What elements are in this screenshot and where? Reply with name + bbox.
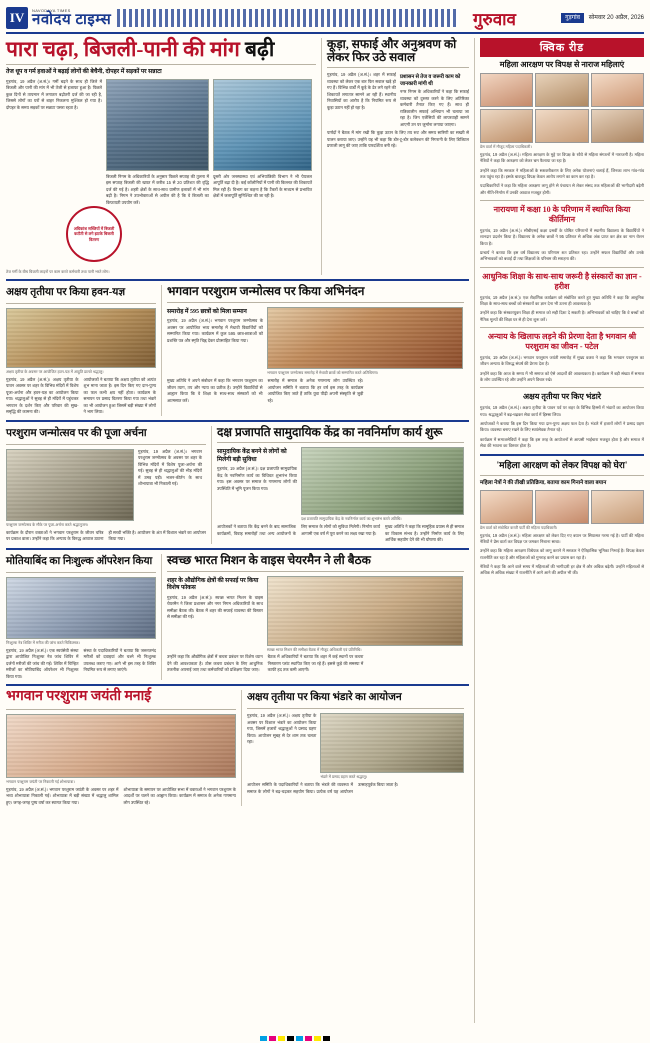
edition-brand: गुरुवाव xyxy=(472,9,516,29)
quick-read-lead-body-3: पदाधिकारियों ने कहा कि महिला आरक्षण लागू होने से पंचायत से लेकर संसद तक महिलाओं की भागीदारी बढ़ेगी और नीति-निर्माण में उनकी आवाज मजबूत होगी। xyxy=(480,183,644,195)
motiyabind-photo xyxy=(6,577,156,639)
akshay-body-1: गुड़गांव, 19 अप्रैल (अ.सं.)। अक्षय तृतीया के पावन अवसर पर शहर के विभिन्न मंदिरों में विशेष पूजा-अर्चना और हवन-यज्ञ का आयोजन किया गया। श्रद्धालुओं ने सुबह से ही मंदिरों में पहुंचकर भगवान के दर्शन किए और परिवार की सुख-समृद्धि की कामना की। xyxy=(6,376,79,415)
mahila-body-2: उन्होंने कहा कि महिला आरक्षण विधेयक को लागू कराने में सरकार ने ऐतिहासिक भूमिका निभाई है। विपक्ष केवल राजनीति कर रहा है और महिलाओं को गुमराह करने का प्रयास कर रहा है। xyxy=(480,548,644,560)
quick-read-lead-body-1: गुड़गांव, 19 अप्रैल (अ.सं.)। महिला आरक्षण के मुद्दे पर विपक्ष के रवैये से महिला संगठनों में नाराजगी है। महिला नेत्रियों ने कहा कि आरक्षण को लेकर भ्रम फैलाया जा रहा है। xyxy=(480,151,644,164)
swachh-body-1: गुड़गांव, 19 अप्रैल (अ.सं.)। स्वच्छ भारत मिशन के वाइस चेयरमैन ने जिला प्रशासन और नगर निगम अधिकारियों के साथ समीक्षा बैठक की। बैठक में शहर की सफाई व्यवस्था की विस्तार से समीक्षा की गई। xyxy=(167,594,263,619)
publication-logo: IV xyxy=(6,7,28,29)
daksh-subhead: सामुदायिक केंद्र बनने से लोगों को मिलेगी बड़ी सुविधा xyxy=(217,449,287,463)
swachh-caption: स्वच्छ भारत मिशन की समीक्षा बैठक में मौजूद अधिकारी एवं प्रतिनिधि। xyxy=(267,647,362,652)
lead-caption: तेज गर्मी के बीच बिजली लाइनों पर काम करते कर्मचारी तथा पानी भरते लोग। xyxy=(6,270,110,275)
jayanti-headline: भगवान परशुराम जयंती मनाई xyxy=(6,689,152,705)
story-parshuram-abhinandan xyxy=(161,285,464,416)
jayanti-body-2: शोभायात्रा के समापन पर आयोजित सभा में वक्ताओं ने भगवान परशुराम के आदर्शों पर चलने का आह्वान किया। कार्यक्रम में समाज के अनेक गणमान्य लोग उपस्थित रहे। xyxy=(123,786,236,805)
publication-kicker: NAVODAYA TIMES xyxy=(32,8,71,13)
mahila-caption: प्रेस वार्ता को संबोधित करतीं पार्टी की महिला पदाधिकारी। xyxy=(480,525,558,530)
quick-read-lead-caption: प्रेस वार्ता में मौजूद महिला पदाधिकारी। xyxy=(480,145,532,149)
daksh-body-1: गुड़गांव, 19 अप्रैल (अ.सं.)। दक्ष प्रजापति सामुदायिक केंद्र के नवनिर्माण कार्य का विधिवत शुभारंभ किया गया। इस अवसर पर समाज के गणमान्य लोगों की उपस्थिति में भूमि पूजन किया गया। xyxy=(217,466,297,491)
story-parshuram-pooja xyxy=(6,426,206,544)
lead-col-3: दूसरी ओर जनस्वास्थ्य एवं अभियांत्रिकी विभाग ने भी पेयजल आपूर्ति बढ़ा दी है। कई कॉलोनियों में पानी की किल्लत की शिकायतें मिल रही हैं। विभाग का कहना है कि टैंकरों के माध्यम से प्रभावित क्षेत्रों में जलापूर्ति सुनिश्चित की जा रही है। xyxy=(213,173,312,199)
quick-read-item-1-body-2: प्राचार्य ने बताया कि इस वर्ष विद्यालय का परिणाम शत प्रतिशत रहा। उन्होंने सफल विद्यार्थियों और उनके अभिभावकों को बधाई दी तथा शिक्षकों के परिश्रम की सराहना की। xyxy=(480,250,644,262)
abhinandan-caption: भगवान परशुराम जन्मोत्सव समारोह में मेधावी छात्रों को सम्मानित करते अतिथिगण। xyxy=(267,370,379,375)
quick-read-item-2-head: आधुनिक शिक्षा के साथ-साथ जरूरी है संस्कारों का ज्ञान - हरीश xyxy=(482,271,642,291)
abhinandan-headline: भगवान परशुराम जन्मोत्सव पर किया अभिनंदन xyxy=(167,283,365,298)
dateline xyxy=(524,13,644,23)
lead-photo-pylon xyxy=(106,79,209,171)
akshay-photo xyxy=(6,308,156,368)
kuda-subhead: प्रशासन से तेज व जरूरी काम को जानकारी मांगी थी xyxy=(400,74,461,87)
daksh-headline: दक्ष प्रजापति सामुदायिक केंद्र का नवनिर्माण कार्य शुरू xyxy=(217,424,443,439)
quick-read-lead-head: महिला आरक्षण पर विपक्ष से नाराज महिलाएं xyxy=(499,60,625,69)
swachh-headline: स्वच्छ भारत मिशन के वाइस चेयरमैन ने ली बैठक xyxy=(167,552,371,567)
jayanti-body-1: गुड़गांव, 19 अप्रैल (अ.सं.)। भगवान परशुराम जयंती के अवसर पर शहर में भव्य शोभायात्रा निकाली गई। शोभायात्रा में बड़ी संख्या में श्रद्धालु शामिल हुए। जगह-जगह पुष्प वर्षा कर स्वागत किया गया। xyxy=(6,786,119,805)
pooja-headline: परशुराम जन्मोत्सव पर की पूजा अर्चना xyxy=(6,427,147,439)
swachh-body-3: बैठक में अधिकारियों ने बताया कि शहर में कई स्थानों पर कचरा निस्तारण प्लांट स्थापित किए जा रहे हैं। इससे कूड़े की समस्या में काफी हद तक कमी आएगी। xyxy=(267,654,364,673)
swachh-subhead: शहर के औद्योगिक क्षेत्रों की सफाई पर किया विशेष फोकस xyxy=(167,577,259,591)
dateline-date: 20 अप्रैल, 2026 xyxy=(606,14,644,21)
publication-name xyxy=(32,8,111,28)
jayanti-photo xyxy=(6,714,236,778)
abhinandan-photo xyxy=(267,307,463,369)
mahila-headline: 'महिला आरक्षण को लेकर विपक्ष को घेरा' xyxy=(496,459,628,470)
cmyk-registration-marks xyxy=(260,1036,330,1041)
abhinandan-subhead: समारोह में 595 छात्रों को मिला सम्मान xyxy=(167,308,247,315)
lead-story xyxy=(6,38,316,275)
story-daksh-prajapati xyxy=(211,426,464,544)
publication-title: नवोदय टाइम्स xyxy=(32,12,112,28)
lead-photo-tap xyxy=(213,79,312,171)
lead-col-1: गुड़गांव, 19 अप्रैल (अ.सं.)। गर्मी बढ़ने के साथ ही जिले में बिजली और पानी की मांग में भी तेजी से इजाफा हुआ है। पिछले कुछ दिनों से तापमान में लगातार बढ़ोतरी दर्ज की जा रही है, जिससे लोगों का घरों से बाहर निकलना मुश्किल हो गया है। दोपहर के समय सड़कों पर सन्नाटा पसरा रहता है। xyxy=(6,78,102,110)
daksh-photo xyxy=(301,447,464,515)
portrait-photo xyxy=(480,73,533,107)
lead-subhead: तेज धूप व गर्म हवाओं ने बढ़ाई लोगों की बेचैनी, दोपहर में सड़कों पर सन्नाटा xyxy=(6,69,162,76)
akshay-body-2: आयोजकों ने बताया कि अक्षय तृतीया को अत्यंत शुभ माना जाता है। इस दिन किए गए दान-पुण्य का फल कभी क्षय नहीं होता। कार्यक्रम के समापन पर प्रसाद वितरण किया गया तथा भंडारे का भी आयोजन हुआ जिसमें बड़ी संख्या में लोगों ने भाग लिया। xyxy=(83,376,156,415)
portrait-photo xyxy=(535,490,588,524)
lead-headline: पारा चढ़ा, बिजली-पानी की मांग बढ़ी xyxy=(6,37,275,61)
story-swachh-bharat xyxy=(161,554,464,680)
portrait-photo xyxy=(480,490,533,524)
quick-read-item-3-head: अन्याय के खिलाफ लड़ने की प्रेरणा देता है भगवान श्री परशुराम का जीवन - पटेल xyxy=(487,332,637,352)
bhandara-headline: अक्षय तृतीया पर किया भंडारे का आयोजन xyxy=(247,692,402,704)
mahila-body-1: गुड़गांव, 19 अप्रैल (अ.सं.)। महिला आरक्षण को लेकर दिए गए बयान पर सियासत गरमा गई है। पार्टी की महिला नेत्रियों ने प्रेस वार्ता कर विपक्ष पर जमकर निशाना साधा। xyxy=(480,532,644,544)
story-jayanti xyxy=(6,690,236,806)
abhinandan-body-1: गुड़गांव, 19 अप्रैल (अ.सं.)। भगवान परशुराम जन्मोत्सव के अवसर पर आयोजित भव्य समारोह में मेधावी विद्यार्थियों को सम्मानित किया गया। कार्यक्रम में कुल 595 छात्र-छात्राओं को प्रशस्ति पत्र और स्मृति चिह्न देकर प्रोत्साहित किया गया। xyxy=(167,318,263,343)
motiyabind-body-2: संस्था के पदाधिकारियों ने बताया कि जरूरतमंद मरीजों को दवाइयां और चश्मे भी निःशुल्क उपलब्ध कराए गए। आगे भी इस तरह के शिविर नियमित रूप से लगाए जाएंगे। xyxy=(83,647,156,673)
quick-read-lead-body-2: उन्होंने कहा कि सरकार ने महिलाओं के सशक्तीकरण के लिए अनेक योजनाएं चलाई हैं, जिनका लाभ गांव-गांव तक पहुंच रहा है। इसके बावजूद विपक्ष केवल आरोप लगाने का काम कर रहा है। xyxy=(480,167,644,179)
pooja-body-2: कार्यक्रम के दौरान वक्ताओं ने भगवान परशुराम के जीवन चरित्र पर प्रकाश डाला। उन्होंने कहा कि अन्याय के विरुद्ध आवाज उठाना ही सच्ची भक्ति है। आयोजन के अंत में विशाल भंडारे का आयोजन किया गया। xyxy=(6,529,206,542)
daksh-caption: दक्ष प्रजापति सामुदायिक केंद्र के नवनिर्माण कार्य का शुभारंभ करते अतिथि। xyxy=(301,517,402,522)
akshay-headline: अक्षय तृतीया पर किया हवन-यज्ञ xyxy=(6,286,126,298)
pooja-photo xyxy=(6,449,134,521)
mahila-faces xyxy=(480,490,644,524)
story-kuda-safai xyxy=(321,38,469,275)
akshay-caption: अक्षय तृतीया के अवसर पर आयोजित हवन-यज्ञ में आहुति डालते श्रद्धालु। xyxy=(6,369,104,374)
motiyabind-caption: निःशुल्क नेत्र शिविर में मरीज की जांच करते चिकित्सक। xyxy=(6,640,80,645)
abhinandan-body-2: मुख्य अतिथि ने अपने संबोधन में कहा कि भगवान परशुराम का जीवन त्याग, तप और न्याय का प्रतीक है। उन्होंने विद्यार्थियों से आह्वान किया कि वे शिक्षा के साथ-साथ संस्कारों को भी आत्मसात करें। xyxy=(167,378,263,403)
lead-badge: अघिकांश सब्जियों में बिजली कटौती से लगे झटके बिजली वितरण xyxy=(66,206,122,262)
quick-read-item-3-body-2: उन्होंने कहा कि आज के समय में भी समाज को ऐसे आदर्शों की आवश्यकता है। कार्यक्रम में बड़ी संख्या में समाज के लोग उपस्थित रहे और उन्होंने अपने विचार रखे। xyxy=(480,370,644,383)
bhandara-body-2: आयोजन समिति के पदाधिकारियों ने बताया कि भंडारे की व्यवस्था में समाज के लोगों ने बढ़-चढ़कर सहयोग किया। प्रत्येक वर्ष यह आयोजन उत्साहपूर्वक किया जाता है। xyxy=(247,782,399,794)
kuda-col-3: पार्षदों ने बैठक में मांग रखी कि कूड़ा उठान के लिए तय रूट और समय सारिणी का सख्ती से पालन कराया जाए। उन्होंने यह भी कहा कि डोर-टू-डोर कलेक्शन की निगरानी के लिए डिजिटल प्रणाली लागू की जाए ताकि पारदर्शिता बनी रहे। xyxy=(327,130,469,149)
story-akshay-tritiya xyxy=(6,285,156,416)
quick-read-item-1-head: नारायणा में कक्षा 10 के परिणाम में स्थापित किया कीर्तिमान xyxy=(493,204,631,224)
quick-read-item-2-body-2: उन्होंने कहा कि संस्कारयुक्त शिक्षा ही समाज को सही दिशा दे सकती है। अभिभावकों को चाहिए कि वे बच्चों को नैतिक मूल्यों की शिक्षा घर से ही देना शुरू करें। xyxy=(480,310,644,322)
masthead xyxy=(6,4,644,34)
portrait-photo xyxy=(591,109,644,143)
masthead-stripes xyxy=(117,9,459,27)
quick-read-item-4-body-3: कार्यक्रम में समाजसेवियों ने कहा कि इस तरह के आयोजनों से आपसी भाईचारा मजबूत होता है और समाज में सेवा की भावना का विस्तार होता है। xyxy=(480,436,644,449)
abhinandan-body-3: समारोह में समाज के अनेक गणमान्य लोग उपस्थित रहे। आयोजन समिति ने बताया कि हर वर्ष इस तरह के कार्यक्रम आयोजित किए जाते हैं ताकि युवा पीढ़ी अपनी संस्कृति से जुड़ी रहे। xyxy=(267,378,364,403)
portrait-photo xyxy=(535,73,588,107)
dateline-city: गुड़गांव xyxy=(561,13,584,23)
quick-read-item-2-body-1: गुड़गांव, 19 अप्रैल (अ.सं.)। एक शैक्षणिक कार्यक्रम को संबोधित करते हुए मुख्य अतिथि ने कहा कि आधुनिक शिक्षा के साथ-साथ बच्चों को संस्कारों का ज्ञान देना भी उतना ही आवश्यक है। xyxy=(480,294,644,307)
story-motiyabind xyxy=(6,554,156,680)
story-mahila-aarakshan xyxy=(480,460,644,577)
quick-read-column xyxy=(474,38,644,1023)
portrait-photo xyxy=(535,109,588,143)
mahila-body-3: नेत्रियों ने कहा कि आने वाले समय में महिलाओं की भागीदारी हर क्षेत्र में और अधिक बढ़ेगी। उन्होंने महिलाओं से अधिक से अधिक संख्या में राजनीति में आगे आने की अपील भी की। xyxy=(480,563,644,576)
quick-read-faces-row-2 xyxy=(480,109,644,143)
quick-read-banner: क्विक रीड xyxy=(480,38,644,57)
portrait-photo xyxy=(591,73,644,107)
story-bhandara xyxy=(241,690,464,806)
quick-read-item-4-head: अक्षय तृतीया पर किए भंडारे xyxy=(522,392,602,402)
kuda-headline: कूड़ा, सफाई और अनुश्रवण को लेकर फिर उठे सवाल xyxy=(327,37,457,64)
bhandara-photo xyxy=(320,713,464,773)
quick-read-item-4-body-2: आयोजकों ने बताया कि इस दिन किया गया दान-पुण्य अक्षय फल देता है। भंडारे में हजारों लोगों ने प्रसाद ग्रहण किया। व्यवस्था बनाए रखने के लिए स्वयंसेवक तैनात रहे। xyxy=(480,421,644,433)
quick-read-item-1-body-1: गुड़गांव, 19 अप्रैल (अ.सं.)। सीबीएसई कक्षा दसवीं के घोषित परिणामों में स्थानीय विद्यालय के विद्यार्थियों ने शानदार प्रदर्शन किया है। विद्यालय के अनेक छात्रों ने 95 प्रतिशत से अधिक अंक प्राप्त कर क्षेत्र का नाम रोशन किया है। xyxy=(480,227,644,246)
daksh-body-3: मुख्य अतिथि ने कहा कि सामूहिक प्रयास से ही समाज का विकास संभव है। उन्होंने निर्माण कार्य के लिए आर्थिक सहयोग देने की भी घोषणा की। xyxy=(385,524,464,543)
swachh-photo xyxy=(267,576,463,646)
mahila-subhead: महिला नेत्रों ने की तीखी प्रतिक्रिया, बताया काम गिनाने वाला बयान xyxy=(480,479,607,486)
main-content xyxy=(6,38,469,1023)
quick-read-item-4-body-1: गुड़गांव, 19 अप्रैल (अ.सं.)। अक्षय तृतीया के पावन पर्व पर शहर के विभिन्न हिस्सों में भंडारों का आयोजन किया गया। श्रद्धालुओं ने बढ़-चढ़कर सेवा कार्य में हिस्सा लिया। xyxy=(480,405,644,417)
quick-read-item-3-body-1: गुड़गांव, 19 अप्रैल (अ.सं.)। भगवान परशुराम जयंती समारोह में मुख्य वक्ता ने कहा कि भगवान परशुराम का जीवन अन्याय के विरुद्ध संघर्ष की प्रेरणा देता है। xyxy=(480,355,644,367)
motiyabind-headline: मोतियाबिंद का निःशुल्क ऑपरेशन किया xyxy=(6,555,153,567)
pooja-body-1: गुड़गांव, 19 अप्रैल (अ.सं.)। भगवान परशुराम जन्मोत्सव के अवसर पर शहर के विभिन्न मंदिरों में विशेष पूजा-अर्चना की गई। सुबह से ही श्रद्धालुओं की भीड़ मंदिरों में उमड़ पड़ी। भजन-कीर्तन के साथ शोभायात्रा भी निकाली गई। xyxy=(138,448,202,487)
quick-read-faces-row-1 xyxy=(480,73,644,107)
swachh-body-2: उन्होंने कहा कि औद्योगिक क्षेत्रों में कचरा प्रबंधन पर विशेष ध्यान देने की आवश्यकता है। ठोस कचरा प्रबंधन के लिए आधुनिक तकनीक अपनाई जाए तथा कर्मचारियों को प्रशिक्षण दिया जाए। xyxy=(167,654,263,673)
bhandara-caption: भंडारे में प्रसाद ग्रहण करते श्रद्धालु। xyxy=(320,775,368,780)
dateline-day: सोमवार xyxy=(588,14,606,21)
motiyabind-body-1: गुड़गांव, 19 अप्रैल (अ.सं.)। एक स्वयंसेवी संस्था द्वारा आयोजित निःशुल्क नेत्र जांच शिविर में दर्जनों मरीजों की जांच की गई। शिविर में चिन्हित मरीजों का मोतियाबिंद ऑपरेशन भी निःशुल्क किया गया। xyxy=(6,647,79,679)
kuda-col-1: गुड़गांव, 19 अप्रैल (अ.सं.)। शहर में सफाई व्यवस्था को लेकर एक बार फिर सवाल खड़े हो गए हैं। विभिन्न वार्डों में कूड़े के ढेर लगे रहने की शिकायतें लगातार सामने आ रही हैं। स्थानीय निवासियों का आरोप है कि नियमित रूप से कूड़ा उठान नहीं हो रहा है। xyxy=(327,72,396,110)
portrait-photo xyxy=(480,109,533,143)
daksh-body-2: आयोजकों ने बताया कि केंद्र बनने के बाद सामाजिक कार्यक्रमों, विवाह समारोहों तथा अन्य आयोजनों के लिए समाज के लोगों को सुविधा मिलेगी। निर्माण कार्य आगामी एक वर्ष में पूरा करने का लक्ष्य रखा गया है। xyxy=(217,524,380,536)
pooja-caption: परशुराम जन्मोत्सव के मौके पर पूजा-अर्चना करते श्रद्धालुजन। xyxy=(6,522,89,527)
bhandara-body-1: गुड़गांव, 19 अप्रैल (अ.सं.)। अक्षय तृतीया के अवसर पर विशाल भंडारे का आयोजन किया गया, जिसमें हजारों श्रद्धालुओं ने प्रसाद ग्रहण किया। आयोजन सुबह से देर शाम तक चलता रहा। xyxy=(247,713,317,745)
portrait-photo xyxy=(591,490,644,524)
kuda-col-2: नगर निगम के अधिकारियों ने कहा कि सफाई व्यवस्था को दुरुस्त करने के लिए अतिरिक्त कर्मचारी तैनात किए गए हैं। साथ ही रात्रिकालीन सफाई अभियान भी चलाया जा रहा है। जिन एजेंसियों की लापरवाही सामने आएगी उन पर जुर्माना लगाया जाएगा। xyxy=(400,89,469,127)
lead-col-2: बिजली निगम के अधिकारियों के अनुसार पिछले सप्ताह की तुलना में इस सप्ताह बिजली की खपत में करीब 15 से 20 प्रतिशत की वृद्धि दर्ज की गई है। शहरी क्षेत्रों के साथ-साथ ग्रामीण इलाकों में भी मांग बढ़ी है। निगम ने उपभोक्ताओं से अपील की है कि वे बिजली का किफायती उपयोग करें। xyxy=(106,173,209,205)
jayanti-caption: भगवान परशुराम जयंती पर निकाली गई शोभायात्रा। xyxy=(6,780,75,785)
